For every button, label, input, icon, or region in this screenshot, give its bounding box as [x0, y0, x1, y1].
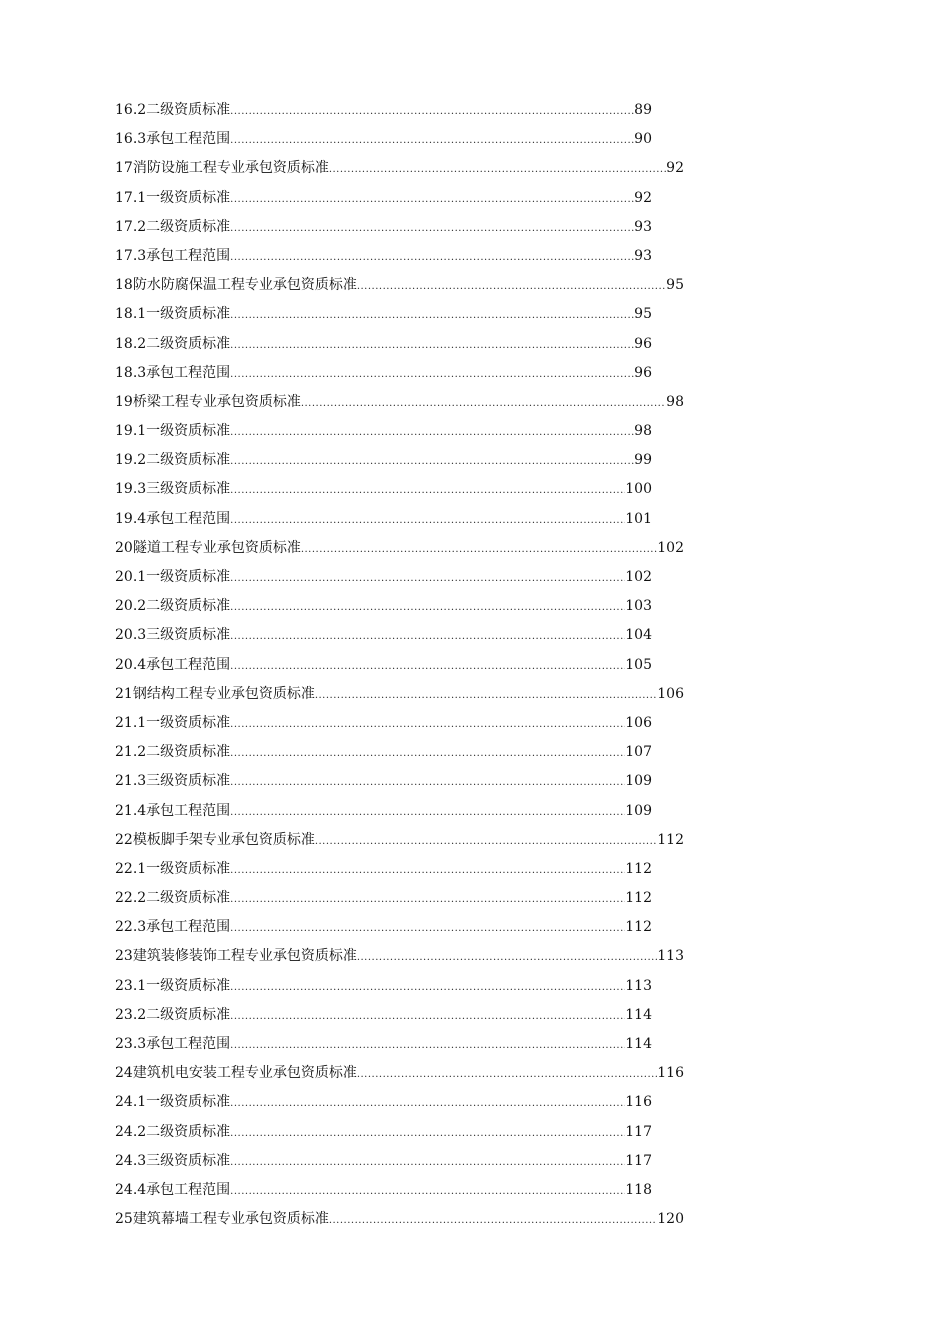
toc-entry-title: 22.1一级资质标准: [115, 860, 231, 877]
toc-entry[interactable]: [115, 563, 652, 592]
dot-leader: [230, 301, 634, 330]
toc-entry-title: 19.2二级资质标准: [115, 452, 231, 469]
toc-entry-page-number: 112: [625, 860, 652, 877]
toc-entry-title: 21.2二级资质标准: [115, 744, 231, 761]
toc-entry[interactable]: [115, 446, 652, 475]
toc-entry[interactable]: [115, 1147, 652, 1176]
dot-leader: [230, 97, 634, 126]
toc-entry-page-number: 106: [657, 685, 684, 702]
toc-entry-page-number: 113: [657, 948, 684, 965]
toc-entry[interactable]: [115, 680, 684, 709]
toc-entry[interactable]: [115, 1001, 652, 1030]
dot-leader: [230, 1119, 625, 1148]
toc-entry-title: 18.1一级资质标准: [115, 306, 231, 323]
dot-leader: [230, 652, 625, 681]
toc-entry-page-number: 99: [634, 452, 652, 469]
toc-entry-title: 19.3三级资质标准: [115, 481, 231, 498]
toc-entry[interactable]: [115, 884, 652, 913]
toc-entry-page-number: 95: [634, 306, 652, 323]
toc-entry-title: 21.4承包工程范围: [115, 802, 231, 819]
dot-leader: [230, 973, 625, 1002]
toc-entry[interactable]: [115, 1088, 652, 1117]
toc-entry-title: 24建筑机电安装工程专业承包资质标准: [115, 1065, 357, 1082]
dot-leader: [301, 535, 657, 564]
toc-entry-page-number: 102: [657, 539, 684, 556]
toc-entry-page-number: 112: [625, 890, 652, 907]
dot-leader: [329, 1206, 657, 1235]
toc-entry-title: 23.1一级资质标准: [115, 977, 231, 994]
toc-entry[interactable]: [115, 475, 652, 504]
dot-leader: [230, 1177, 625, 1206]
toc-entry[interactable]: [115, 592, 652, 621]
toc-entry-page-number: 118: [625, 1181, 652, 1198]
toc-entry[interactable]: [115, 855, 652, 884]
toc-entry-title: 21.3三级资质标准: [115, 773, 231, 790]
toc-entry-page-number: 96: [634, 364, 652, 381]
toc-entry-page-number: 116: [625, 1094, 652, 1111]
toc-entry[interactable]: [115, 972, 652, 1001]
dot-leader: [329, 155, 666, 184]
toc-entry[interactable]: [115, 913, 652, 942]
dot-leader: [230, 214, 634, 243]
dot-leader: [230, 798, 625, 827]
toc-entry[interactable]: [115, 1118, 652, 1147]
toc-entry-page-number: 113: [625, 977, 652, 994]
toc-entry-title: 23建筑装修装饰工程专业承包资质标准: [115, 948, 357, 965]
dot-leader: [230, 1002, 625, 1031]
toc-entry-title: 22.2二级资质标准: [115, 890, 231, 907]
toc-entry-page-number: 114: [625, 1006, 652, 1023]
toc-entry-title: 20.4承包工程范围: [115, 656, 231, 673]
dot-leader: [230, 126, 634, 155]
toc-entry-page-number: 117: [625, 1123, 652, 1140]
toc-entry[interactable]: [115, 505, 652, 534]
toc-entry[interactable]: [115, 300, 652, 329]
toc-entry-title: 20.1一级资质标准: [115, 569, 231, 585]
toc-entry-page-number: 95: [666, 277, 684, 294]
toc-entry-title: 24.1一级资质标准: [115, 1094, 231, 1111]
toc-entry-page-number: 98: [666, 393, 684, 410]
toc-entry[interactable]: [115, 738, 652, 767]
toc-entry[interactable]: [115, 942, 684, 971]
toc-entry-page-number: 103: [625, 598, 652, 615]
toc-entry[interactable]: [115, 96, 652, 125]
dot-leader: [230, 768, 625, 797]
toc-entry-page-number: 107: [625, 744, 652, 761]
toc-entry-title: 18防水防腐保温工程专业承包资质标准: [115, 277, 357, 294]
dot-leader: [230, 418, 634, 447]
dot-leader: [230, 360, 634, 389]
dot-leader: [230, 1089, 625, 1118]
toc-entry-title: 24.3三级资质标准: [115, 1152, 231, 1169]
toc-entry[interactable]: [115, 417, 652, 446]
toc-entry-title: 20隧道工程专业承包资质标准: [115, 539, 301, 556]
toc-entry-page-number: 100: [625, 481, 652, 498]
dot-leader: [230, 564, 625, 593]
toc-entry-page-number: 89: [634, 102, 652, 118]
table-of-contents: [115, 96, 715, 1234]
toc-entry-title: 23.3承包工程范围: [115, 1036, 231, 1052]
dot-leader: [230, 914, 625, 943]
toc-entry-page-number: 92: [666, 160, 684, 177]
dot-leader: [230, 710, 625, 739]
toc-entry-page-number: 90: [634, 131, 652, 148]
dot-leader: [230, 331, 634, 360]
toc-entry[interactable]: [115, 1205, 684, 1234]
toc-entry-page-number: 112: [657, 831, 684, 848]
toc-entry-title: 17.1一级资质标准: [115, 189, 231, 206]
dot-leader: [230, 506, 625, 535]
toc-entry-page-number: 105: [625, 656, 652, 673]
toc-entry[interactable]: [115, 213, 652, 242]
toc-entry-page-number: 114: [625, 1036, 652, 1052]
toc-entry-title: 16.3承包工程范围: [115, 131, 231, 148]
toc-entry[interactable]: [115, 330, 652, 359]
toc-entry-title: 22.3承包工程范围: [115, 919, 231, 936]
dot-leader: [230, 476, 625, 505]
toc-entry[interactable]: [115, 154, 684, 183]
toc-entry-title: 23.2二级资质标准: [115, 1006, 231, 1023]
toc-entry-title: 24.4承包工程范围: [115, 1181, 231, 1198]
dot-leader: [230, 447, 634, 476]
dot-leader: [230, 856, 625, 885]
dot-leader: [315, 681, 657, 710]
toc-entry[interactable]: [115, 1059, 684, 1088]
toc-entry[interactable]: [115, 388, 684, 417]
dot-leader: [230, 593, 625, 622]
dot-leader: [357, 943, 657, 972]
toc-entry-title: 19.4承包工程范围: [115, 510, 231, 527]
dot-leader: [230, 1031, 625, 1060]
toc-entry[interactable]: [115, 767, 652, 796]
toc-entry-title: 20.3三级资质标准: [115, 627, 231, 644]
dot-leader: [230, 243, 634, 272]
toc-entry-title: 19.1一级资质标准: [115, 423, 231, 440]
toc-entry-page-number: 102: [625, 569, 652, 585]
toc-entry-page-number: 93: [634, 247, 652, 264]
toc-entry-title: 16.2二级资质标准: [115, 102, 231, 118]
dot-leader: [230, 885, 625, 914]
toc-entry-page-number: 92: [634, 189, 652, 206]
toc-entry-page-number: 101: [625, 510, 652, 527]
toc-entry-title: 22模板脚手架专业承包资质标准: [115, 831, 315, 848]
toc-entry-page-number: 93: [634, 218, 652, 235]
dot-leader: [301, 389, 666, 418]
toc-entry-page-number: 116: [657, 1065, 684, 1082]
toc-entry[interactable]: [115, 709, 652, 738]
toc-entry-title: 25建筑幕墙工程专业承包资质标准: [115, 1211, 329, 1228]
toc-entry-title: 24.2二级资质标准: [115, 1123, 231, 1140]
dot-leader: [230, 739, 625, 768]
toc-entry-title: 18.3承包工程范围: [115, 364, 231, 381]
toc-entry[interactable]: [115, 271, 684, 300]
toc-entry-page-number: 109: [625, 773, 652, 790]
toc-entry-page-number: 96: [634, 335, 652, 352]
toc-entry-title: 17消防设施工程专业承包资质标准: [115, 160, 329, 177]
toc-entry-page-number: 109: [625, 802, 652, 819]
dot-leader: [357, 272, 666, 301]
toc-entry[interactable]: [115, 184, 652, 213]
toc-entry-page-number: 106: [625, 714, 652, 731]
toc-entry[interactable]: [115, 534, 684, 563]
toc-entry[interactable]: [115, 1176, 652, 1205]
toc-entry[interactable]: [115, 651, 652, 680]
dot-leader: [357, 1060, 657, 1089]
dot-leader: [230, 185, 634, 214]
toc-entry[interactable]: [115, 359, 652, 388]
toc-entry-title: 17.3承包工程范围: [115, 247, 231, 264]
dot-leader: [315, 827, 657, 856]
toc-entry[interactable]: [115, 242, 652, 271]
toc-entry-title: 19桥梁工程专业承包资质标准: [115, 393, 301, 410]
toc-entry-page-number: 104: [625, 627, 652, 644]
dot-leader: [230, 1148, 625, 1177]
toc-entry[interactable]: [115, 621, 652, 650]
toc-entry[interactable]: [115, 1030, 652, 1059]
toc-entry-page-number: 117: [625, 1152, 652, 1169]
toc-entry-title: 18.2二级资质标准: [115, 335, 231, 352]
toc-entry-title: 21钢结构工程专业承包资质标准: [115, 685, 315, 702]
toc-entry-title: 21.1一级资质标准: [115, 714, 231, 731]
toc-entry-page-number: 98: [634, 423, 652, 440]
toc-entry-page-number: 120: [657, 1211, 684, 1228]
toc-entry-title: 17.2二级资质标准: [115, 218, 231, 235]
dot-leader: [230, 622, 625, 651]
toc-entry[interactable]: [115, 826, 684, 855]
toc-entry[interactable]: [115, 125, 652, 154]
toc-entry-page-number: 112: [625, 919, 652, 936]
toc-entry-title: 20.2二级资质标准: [115, 598, 231, 615]
toc-entry[interactable]: [115, 797, 652, 826]
